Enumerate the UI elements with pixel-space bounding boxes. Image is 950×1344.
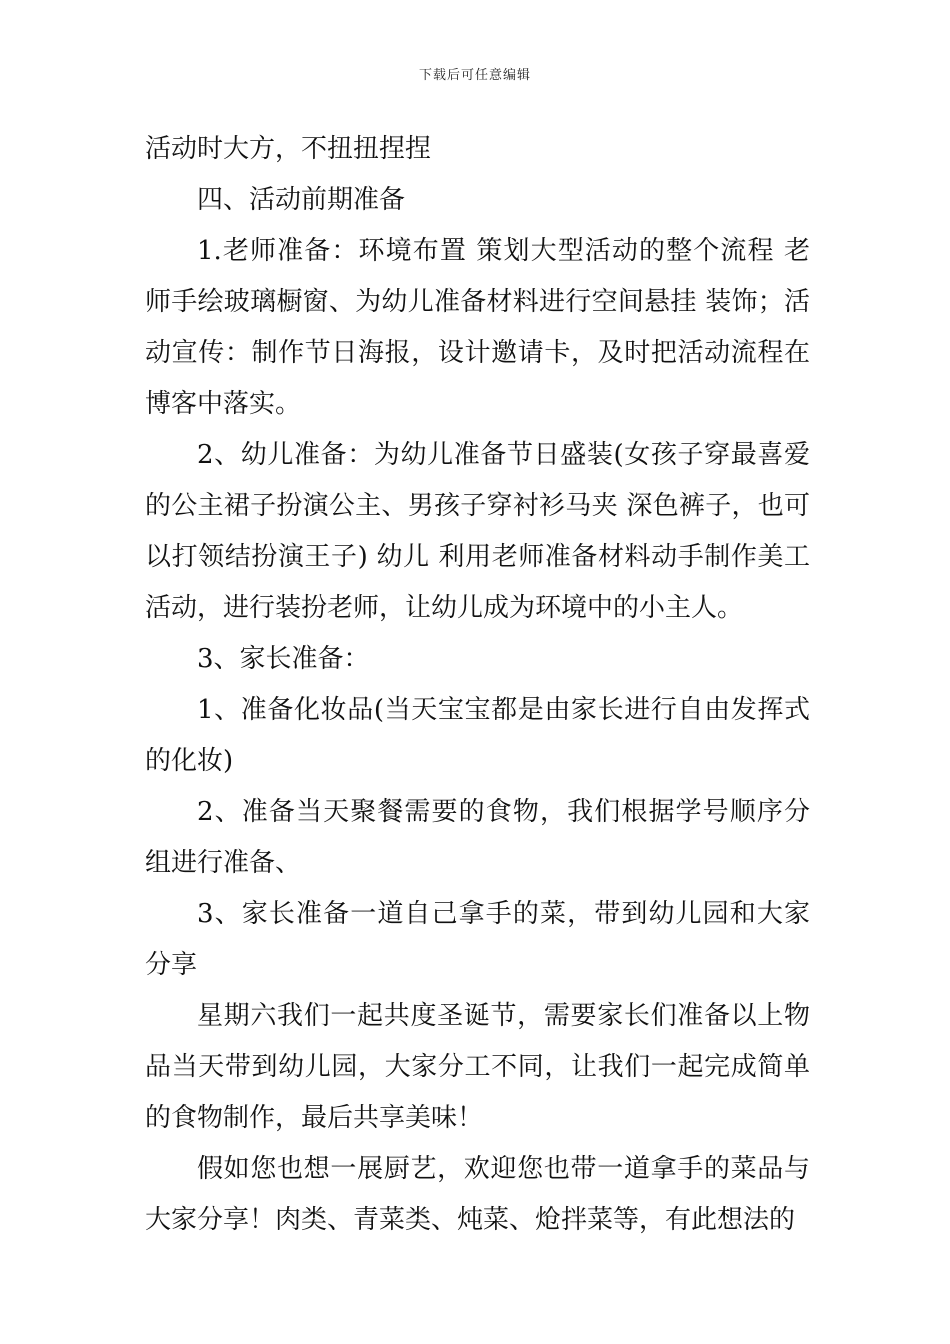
paragraph-cooking-invite: 假如您也想一展厨艺，欢迎您也带一道拿手的菜品与大家分享！肉类、青菜类、炖菜、炝拌菜等，有此想法的 (145, 1154, 810, 1235)
section-heading-preparation: 四、活动前期准备 (197, 185, 406, 215)
paragraph-continuation: 活动时大方，不扭扭捏捏 (145, 134, 432, 164)
paragraph-child-preparation: 2、幼儿准备：为幼儿准备节日盛装(女孩子穿最喜爱的公主裙子扮演公主、男孩子穿衬衫马夹 深色裤子，也可以打领结扮演王子) 幼儿 利用老师准备材料动手制作美工活动，进行装扮老师，让幼儿成为环境中的小主人。 (145, 440, 810, 623)
paragraph-teacher-preparation: 1.老师准备：环境布置 策划大型活动的整个流程 老师手绘玻璃橱窗、为幼儿准备材料进行空间悬挂 装饰；活动宣传：制作节日海报，设计邀请卡，及时把活动流程在博客中落实。 (145, 236, 810, 419)
list-item-food: 2、准备当天聚餐需要的食物，我们根据学号顺序分组进行准备、 (145, 797, 810, 878)
list-item-cosmetics: 1、准备化妆品(当天宝宝都是由家长进行自由发挥式的化妆) (145, 695, 810, 776)
paragraph-parent-preparation-heading: 3、家长准备： (197, 644, 370, 674)
page-header: 下载后可任意编辑 (418, 68, 531, 83)
document-body (145, 124, 810, 1246)
list-item-dish: 3、家长准备一道自己拿手的菜，带到幼儿园和大家分享 (145, 899, 810, 980)
paragraph-saturday: 星期六我们一起共度圣诞节，需要家长们准备以上物品当天带到幼儿园，大家分工不同，让我们一起完成简单的食物制作，最后共享美味！ (145, 1001, 810, 1133)
